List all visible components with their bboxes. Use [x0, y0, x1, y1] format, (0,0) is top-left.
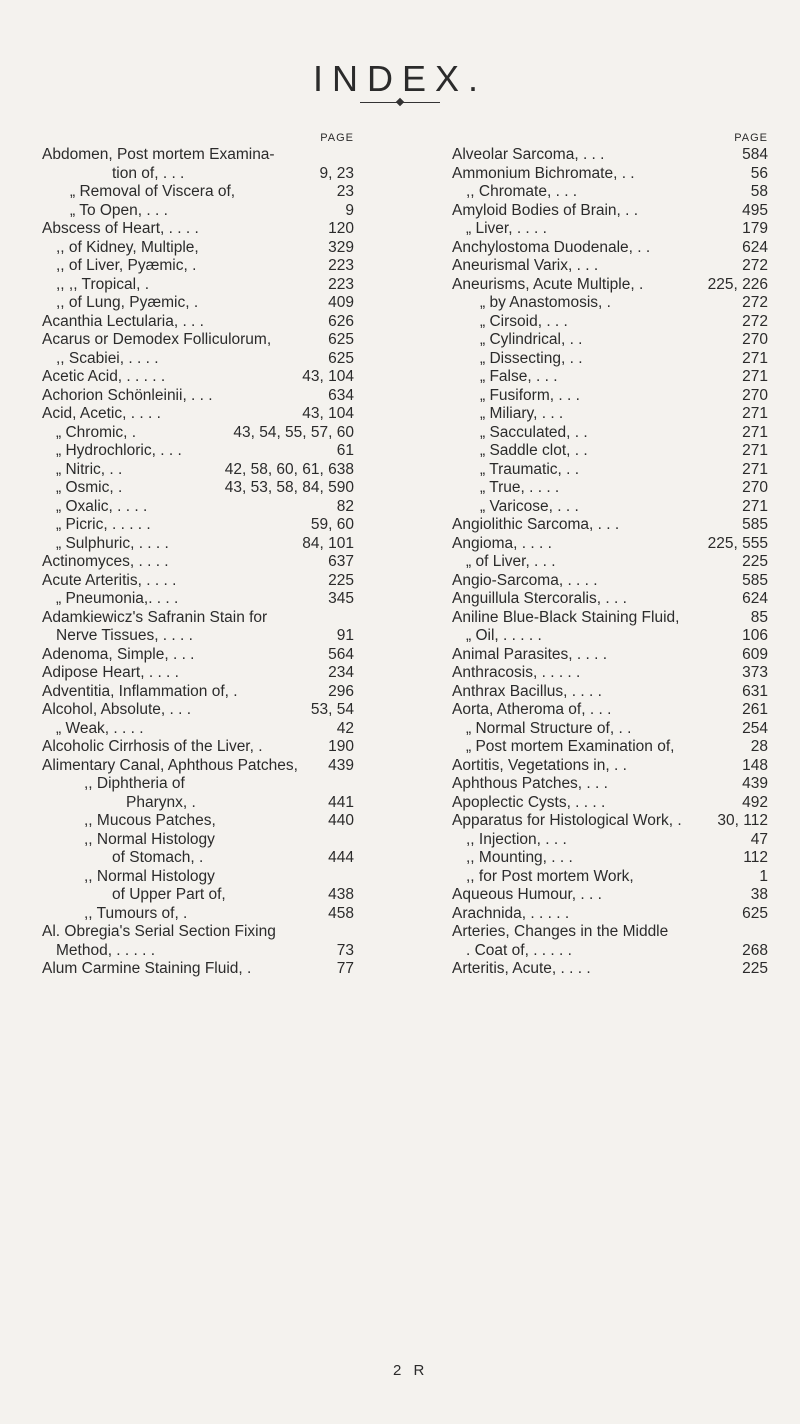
- index-entry: [452, 257, 768, 276]
- index-entry-term: Nerve Tissues, . . . .: [56, 627, 193, 644]
- index-entry-term: Anguillula Stercoralis, . . .: [452, 590, 627, 607]
- index-entry-page: 9: [345, 201, 354, 219]
- index-entry: [452, 405, 768, 424]
- index-entry-page: 271: [742, 368, 768, 385]
- index-entry: [42, 313, 354, 332]
- index-entry: [452, 165, 768, 184]
- index-entry-page: 625: [328, 331, 354, 348]
- index-entry-page: 1: [759, 867, 768, 885]
- index-entry-page: 225, 555: [707, 534, 768, 552]
- index-entry: [42, 923, 354, 942]
- index-entry-page: 272: [742, 294, 768, 311]
- index-entry-term: tion of, . . .: [112, 164, 185, 182]
- index-entry-term: „ Picric, . . . . .: [56, 516, 151, 533]
- index-entry-term: „ Removal of Viscera of,: [70, 183, 236, 200]
- index-entry: [42, 553, 354, 572]
- index-entry-term: ,, Tumours of, .: [84, 904, 188, 922]
- index-entry-page: 329: [328, 238, 354, 256]
- index-entry-term: „ Saddle clot, . .: [480, 442, 588, 459]
- index-entry: [452, 905, 768, 924]
- index-entry-page: 30, 112: [717, 812, 768, 829]
- signature-mark: 2 R: [393, 1362, 429, 1379]
- index-entry-page: 225: [328, 571, 354, 589]
- index-entry: [42, 590, 354, 609]
- index-entry: [452, 868, 768, 887]
- index-entry-page: 634: [328, 386, 354, 404]
- index-entry: [452, 794, 768, 813]
- index-entry: [452, 146, 768, 165]
- index-entry-page: 270: [742, 331, 768, 348]
- index-entry-term: ,, Mounting, . . .: [466, 849, 573, 866]
- index-entry-page: 91: [336, 627, 354, 644]
- index-entry: [42, 405, 354, 424]
- index-entry-term: „ Normal Structure of, . .: [466, 719, 632, 737]
- index-entry-term: ,, of Lung, Pyæmic, .: [56, 294, 199, 311]
- index-entry-term: ,, Injection, . . .: [466, 830, 567, 848]
- index-entry-term: „ Oxalic, . . . .: [56, 497, 148, 515]
- index-entry: [452, 424, 768, 443]
- index-entry-term: of Upper Part of,: [112, 886, 226, 903]
- index-entry: [452, 442, 768, 461]
- index-entry-page: 85: [750, 608, 768, 626]
- index-entry-page: 58: [750, 183, 768, 200]
- index-entry: [452, 664, 768, 683]
- index-entry: [42, 757, 354, 776]
- index-entry: [452, 923, 768, 942]
- index-entry-page: 28: [750, 738, 768, 755]
- index-entry: [42, 461, 354, 480]
- index-entry-term: Amyloid Bodies of Brain, . .: [452, 201, 639, 219]
- index-entry: [452, 775, 768, 794]
- index-entry: [452, 516, 768, 535]
- index-entry-page: 495: [742, 201, 768, 219]
- index-entry: [42, 368, 354, 387]
- index-entry: [452, 202, 768, 221]
- index-entry-page: 584: [742, 146, 768, 163]
- index-entry-page: 106: [742, 627, 768, 644]
- index-entry: [42, 183, 354, 202]
- title-rule-divider: [360, 102, 440, 103]
- index-entry-term: Abdomen, Post mortem Examina-: [42, 146, 275, 163]
- index-entry: [42, 572, 354, 591]
- index-entry-page: 43, 54, 55, 57, 60: [233, 423, 354, 441]
- index-entry-page: 261: [742, 701, 768, 718]
- index-entry-page: 223: [328, 275, 354, 293]
- index-entry: [452, 461, 768, 480]
- index-entry-page: 23: [336, 183, 354, 200]
- index-entry: [452, 627, 768, 646]
- index-entry-term: Al. Obregia's Serial Section Fixing: [42, 923, 276, 940]
- index-entry: [42, 516, 354, 535]
- index-entry-page: 438: [328, 886, 354, 903]
- index-entry-term: „ Weak, . . . .: [56, 719, 144, 737]
- index-entries-right: [452, 146, 768, 979]
- index-entry-page: 585: [742, 516, 768, 533]
- index-entry: [42, 738, 354, 757]
- index-entry-page: 270: [742, 386, 768, 404]
- index-entry: [42, 331, 354, 350]
- index-entry: [452, 849, 768, 868]
- index-entry-term: „ To Open, . . .: [70, 201, 168, 219]
- index-entry-page: 82: [336, 497, 354, 515]
- index-entry-page: 272: [742, 312, 768, 330]
- index-entry-term: „ Sacculated, . .: [480, 423, 588, 441]
- index-entry-term: „ Pneumonia,. . . .: [56, 590, 179, 607]
- index-entry-term: „ by Anastomosis, .: [480, 294, 611, 311]
- index-entry: [42, 664, 354, 683]
- index-entry-page: 271: [742, 405, 768, 422]
- index-entry: [452, 757, 768, 776]
- index-entry-term: „ of Liver, . . .: [466, 553, 556, 570]
- index-entry-term: „ Hydrochloric, . . .: [56, 442, 182, 459]
- index-entry-term: Acute Arteritis, . . . .: [42, 571, 177, 589]
- index-entry-page: 223: [328, 257, 354, 274]
- index-entry: [452, 239, 768, 258]
- index-entry-term: Acanthia Lectularia, . . .: [42, 312, 204, 330]
- index-entry-page: 234: [328, 664, 354, 681]
- index-entry: [452, 590, 768, 609]
- index-entry-term: Anchylostoma Duodenale, . .: [452, 238, 651, 256]
- index-entry-term: Alimentary Canal, Aphthous Patches,: [42, 756, 298, 774]
- index-entry-term: Pharynx, .: [126, 793, 196, 811]
- index-entry: [42, 350, 354, 369]
- index-entry-term: Adamkiewicz's Safranin Stain for: [42, 608, 268, 626]
- index-entry-term: „ Oil, . . . . .: [466, 627, 542, 644]
- index-entry-page: 84, 101: [302, 534, 354, 552]
- index-entry-page: 179: [742, 220, 768, 237]
- index-entry: [452, 276, 768, 295]
- index-entry-term: Anthrax Bacillus, . . . .: [452, 682, 602, 700]
- index-entry-page: 56: [750, 164, 768, 182]
- index-entry: [42, 202, 354, 221]
- index-entry-page: 585: [742, 571, 768, 589]
- index-entry-page: 631: [742, 682, 768, 700]
- index-entry-page: 38: [750, 886, 768, 903]
- index-entry-page: 271: [742, 460, 768, 478]
- index-entry: [42, 535, 354, 554]
- index-entry-term: Adipose Heart, . . . .: [42, 664, 179, 681]
- index-entry: [452, 498, 768, 517]
- index-entry: [42, 276, 354, 295]
- index-entry: [452, 331, 768, 350]
- index-column-right: [452, 130, 768, 979]
- index-entry-term: Actinomyces, . . . .: [42, 553, 169, 570]
- index-entry-page: 270: [742, 479, 768, 496]
- index-entry: [42, 812, 354, 831]
- index-entry-page: 492: [742, 793, 768, 811]
- index-entry-term: Adenoma, Simple, . . .: [42, 645, 195, 663]
- index-entry-page: 624: [742, 238, 768, 256]
- index-entry-page: 225, 226: [707, 275, 768, 293]
- index-entry-page: 444: [328, 849, 354, 866]
- index-entry-page: 148: [742, 756, 768, 774]
- index-entry-term: Aortitis, Vegetations in, . .: [452, 756, 627, 774]
- index-entry: [42, 701, 354, 720]
- index-entry-term: „ Nitric, . .: [56, 460, 123, 478]
- index-entry-term: ,, Chromate, . . .: [466, 183, 578, 200]
- index-entry-term: Arachnida, . . . . .: [452, 904, 570, 922]
- index-entry-page: 59, 60: [310, 516, 354, 533]
- index-entry-page: 9, 23: [319, 164, 354, 182]
- index-entry-term: Anthracosis, . . . . .: [452, 664, 581, 681]
- index-entries-left: [42, 146, 354, 979]
- index-entry-page: 409: [328, 294, 354, 311]
- index-entry: [452, 368, 768, 387]
- index-column-left: [42, 130, 354, 979]
- index-entry: [452, 701, 768, 720]
- index-entry-term: „ Varicose, . . .: [480, 497, 579, 515]
- index-entry: [42, 886, 354, 905]
- index-entry: [452, 609, 768, 628]
- index-entry: [42, 146, 354, 165]
- index-entry: [42, 220, 354, 239]
- index-entry: [42, 646, 354, 665]
- index-entry: [452, 350, 768, 369]
- index-entry: [452, 942, 768, 961]
- index-entry-page: 271: [742, 423, 768, 441]
- index-entry-term: „ Osmic, .: [56, 479, 123, 496]
- index-entry-page: 439: [742, 775, 768, 792]
- index-entry: [42, 794, 354, 813]
- index-entry-term: Angio-Sarcoma, . . . .: [452, 571, 598, 589]
- index-entry-term: Aqueous Humour, . . .: [452, 886, 602, 903]
- index-entry-term: ,, Diphtheria of: [84, 775, 185, 792]
- index-entry-page: 268: [742, 941, 768, 959]
- index-entry-page: 120: [328, 220, 354, 237]
- page-column-label: PAGE: [320, 132, 354, 144]
- index-entry: [42, 165, 354, 184]
- index-entry-page: 637: [328, 553, 354, 570]
- index-entry-page: 272: [742, 257, 768, 274]
- index-entry-page: 625: [742, 904, 768, 922]
- index-entry-page: 625: [328, 349, 354, 367]
- index-entry-page: 345: [328, 590, 354, 607]
- index-entry-term: Angioma, . . . .: [452, 534, 552, 552]
- index-entry-term: Aphthous Patches, . . .: [452, 775, 608, 792]
- index-entry-term: Alcoholic Cirrhosis of the Liver, .: [42, 738, 263, 755]
- index-entry: [42, 479, 354, 498]
- index-entry-term: ,, Scabiei, . . . .: [56, 349, 159, 367]
- index-entry-page: 42, 58, 60, 61, 638: [224, 460, 354, 478]
- index-entry-page: 77: [336, 960, 354, 977]
- index-entry: [42, 775, 354, 794]
- index-entry: [452, 294, 768, 313]
- index-entry: [42, 257, 354, 276]
- index-entry-term: „ Liver, . . . .: [466, 220, 547, 237]
- index-entry-term: ,, for Post mortem Work,: [466, 867, 634, 885]
- index-entry: [452, 220, 768, 239]
- index-entry-term: Acetic Acid, . . . . .: [42, 368, 166, 385]
- index-entry: [42, 627, 354, 646]
- index-entry-page: 43, 104: [302, 405, 354, 422]
- index-entry: [452, 646, 768, 665]
- index-entry-page: 609: [742, 645, 768, 663]
- index-entry: [452, 738, 768, 757]
- page-column-label: PAGE: [734, 132, 768, 144]
- index-entry-page: 271: [742, 442, 768, 459]
- index-entry-page: 373: [742, 664, 768, 681]
- index-entry-term: Adventitia, Inflammation of, .: [42, 682, 238, 700]
- index-entry: [452, 313, 768, 332]
- index-entry-term: „ Dissecting, . .: [480, 349, 583, 367]
- index-entry-page: 61: [336, 442, 354, 459]
- index-entry: [452, 683, 768, 702]
- index-entry: [452, 720, 768, 739]
- index-entry: [452, 479, 768, 498]
- index-entry-page: 441: [328, 793, 354, 811]
- index-entry: [452, 572, 768, 591]
- index-entry-term: . Coat of, . . . . .: [466, 941, 572, 959]
- index-entry-term: „ False, . . .: [480, 368, 558, 385]
- index-entry: [42, 849, 354, 868]
- index-entry-term: „ Fusiform, . . .: [480, 386, 580, 404]
- index-entry-term: Method, . . . . .: [56, 941, 156, 959]
- index-entry-term: Alum Carmine Staining Fluid, .: [42, 960, 252, 977]
- index-entry-term: Achorion Schönleinii, . . .: [42, 386, 213, 404]
- index-entry-term: „ Cirsoid, . . .: [480, 312, 568, 330]
- index-entry: [42, 294, 354, 313]
- index-entry-page: 53, 54: [310, 701, 354, 718]
- index-entry-term: ,, Mucous Patches,: [84, 812, 216, 829]
- index-entry: [42, 942, 354, 961]
- index-entry-page: 254: [742, 719, 768, 737]
- index-entry-term: of Stomach, .: [112, 849, 204, 866]
- index-entry: [42, 424, 354, 443]
- index-entry: [42, 720, 354, 739]
- index-entry-term: „ Sulphuric, . . . .: [56, 534, 169, 552]
- index-entry-term: ,, of Liver, Pyæmic, .: [56, 257, 197, 274]
- index-entry-term: ,, ,, Tropical, .: [56, 275, 150, 293]
- index-entry-term: Angiolithic Sarcoma, . . .: [452, 516, 620, 533]
- index-entry: [42, 609, 354, 628]
- index-entry: [452, 183, 768, 202]
- index-entry-term: Aneurisms, Acute Multiple, .: [452, 275, 644, 293]
- index-entry-term: Ammonium Bichromate, . .: [452, 164, 635, 182]
- index-entry: [42, 498, 354, 517]
- index-entry-term: „ Traumatic, . .: [480, 460, 580, 478]
- index-entry: [452, 387, 768, 406]
- index-entry-term: Apoplectic Cysts, . . . .: [452, 793, 606, 811]
- index-entry: [42, 831, 354, 850]
- index-entry-term: „ Post mortem Examination of,: [466, 738, 675, 755]
- index-entry-term: ,, Normal Histology: [84, 867, 215, 885]
- index-entry-term: „ Chromic, .: [56, 423, 137, 441]
- index-entry-page: 439: [328, 756, 354, 774]
- index-entry-page: 624: [742, 590, 768, 607]
- index-entry-term: „ Cylindrical, . .: [480, 331, 583, 348]
- index-entry-page: 47: [750, 830, 768, 848]
- index-entry-term: Apparatus for Histological Work, .: [452, 812, 682, 829]
- index-entry-page: 42: [336, 719, 354, 737]
- index-entry-term: ,, of Kidney, Multiple,: [56, 238, 199, 256]
- index-entry: [42, 442, 354, 461]
- index-entry: [452, 886, 768, 905]
- index-entry: [452, 812, 768, 831]
- index-entry-term: Aorta, Atheroma of, . . .: [452, 701, 612, 718]
- index-entry-page: 440: [328, 812, 354, 829]
- index-entry-page: 564: [328, 645, 354, 663]
- index-entry-term: Alcohol, Absolute, . . .: [42, 701, 192, 718]
- index-entry-page: 112: [743, 849, 768, 866]
- index-entry: [42, 683, 354, 702]
- index-entry-term: ,, Normal Histology: [84, 830, 215, 848]
- index-entry-term: Alveolar Sarcoma, . . .: [452, 146, 605, 163]
- index-entry: [452, 960, 768, 979]
- index-entry-term: „ True, . . . .: [480, 479, 560, 496]
- index-entry-page: 73: [336, 941, 354, 959]
- index-entry-term: Acid, Acetic, . . . .: [42, 405, 161, 422]
- index-entry-term: Aniline Blue-Black Staining Fluid,: [452, 608, 680, 626]
- index-entry-term: Acarus or Demodex Folliculorum,: [42, 331, 272, 348]
- index-entry: [42, 387, 354, 406]
- index-entry-page: 296: [328, 682, 354, 700]
- index-entry-term: Arteries, Changes in the Middle: [452, 923, 669, 940]
- index-entry-page: 271: [742, 497, 768, 515]
- index-entry: [42, 239, 354, 258]
- index-entry-term: „ Miliary, . . .: [480, 405, 564, 422]
- index-entry-term: Arteritis, Acute, . . . .: [452, 960, 591, 977]
- index-entry-page: 43, 53, 58, 84, 590: [224, 479, 354, 496]
- index-entry-term: Animal Parasites, . . . .: [452, 645, 608, 663]
- index-entry-term: Aneurismal Varix, . . .: [452, 257, 599, 274]
- index-entry-term: Abscess of Heart, . . . .: [42, 220, 199, 237]
- index-entry: [42, 960, 354, 979]
- index-entry-page: 43, 104: [302, 368, 354, 385]
- index-entry: [42, 905, 354, 924]
- index-entry: [452, 553, 768, 572]
- page-title: INDEX.: [312, 58, 488, 99]
- index-entry: [452, 535, 768, 554]
- index-entry-page: 225: [742, 553, 768, 570]
- index-entry-page: 271: [742, 349, 768, 367]
- index-entry: [452, 831, 768, 850]
- index-entry-page: 458: [328, 904, 354, 922]
- index-entry-page: 225: [742, 960, 768, 977]
- index-entry-page: 190: [328, 738, 354, 755]
- index-entry-page: 626: [328, 312, 354, 330]
- index-entry: [42, 868, 354, 887]
